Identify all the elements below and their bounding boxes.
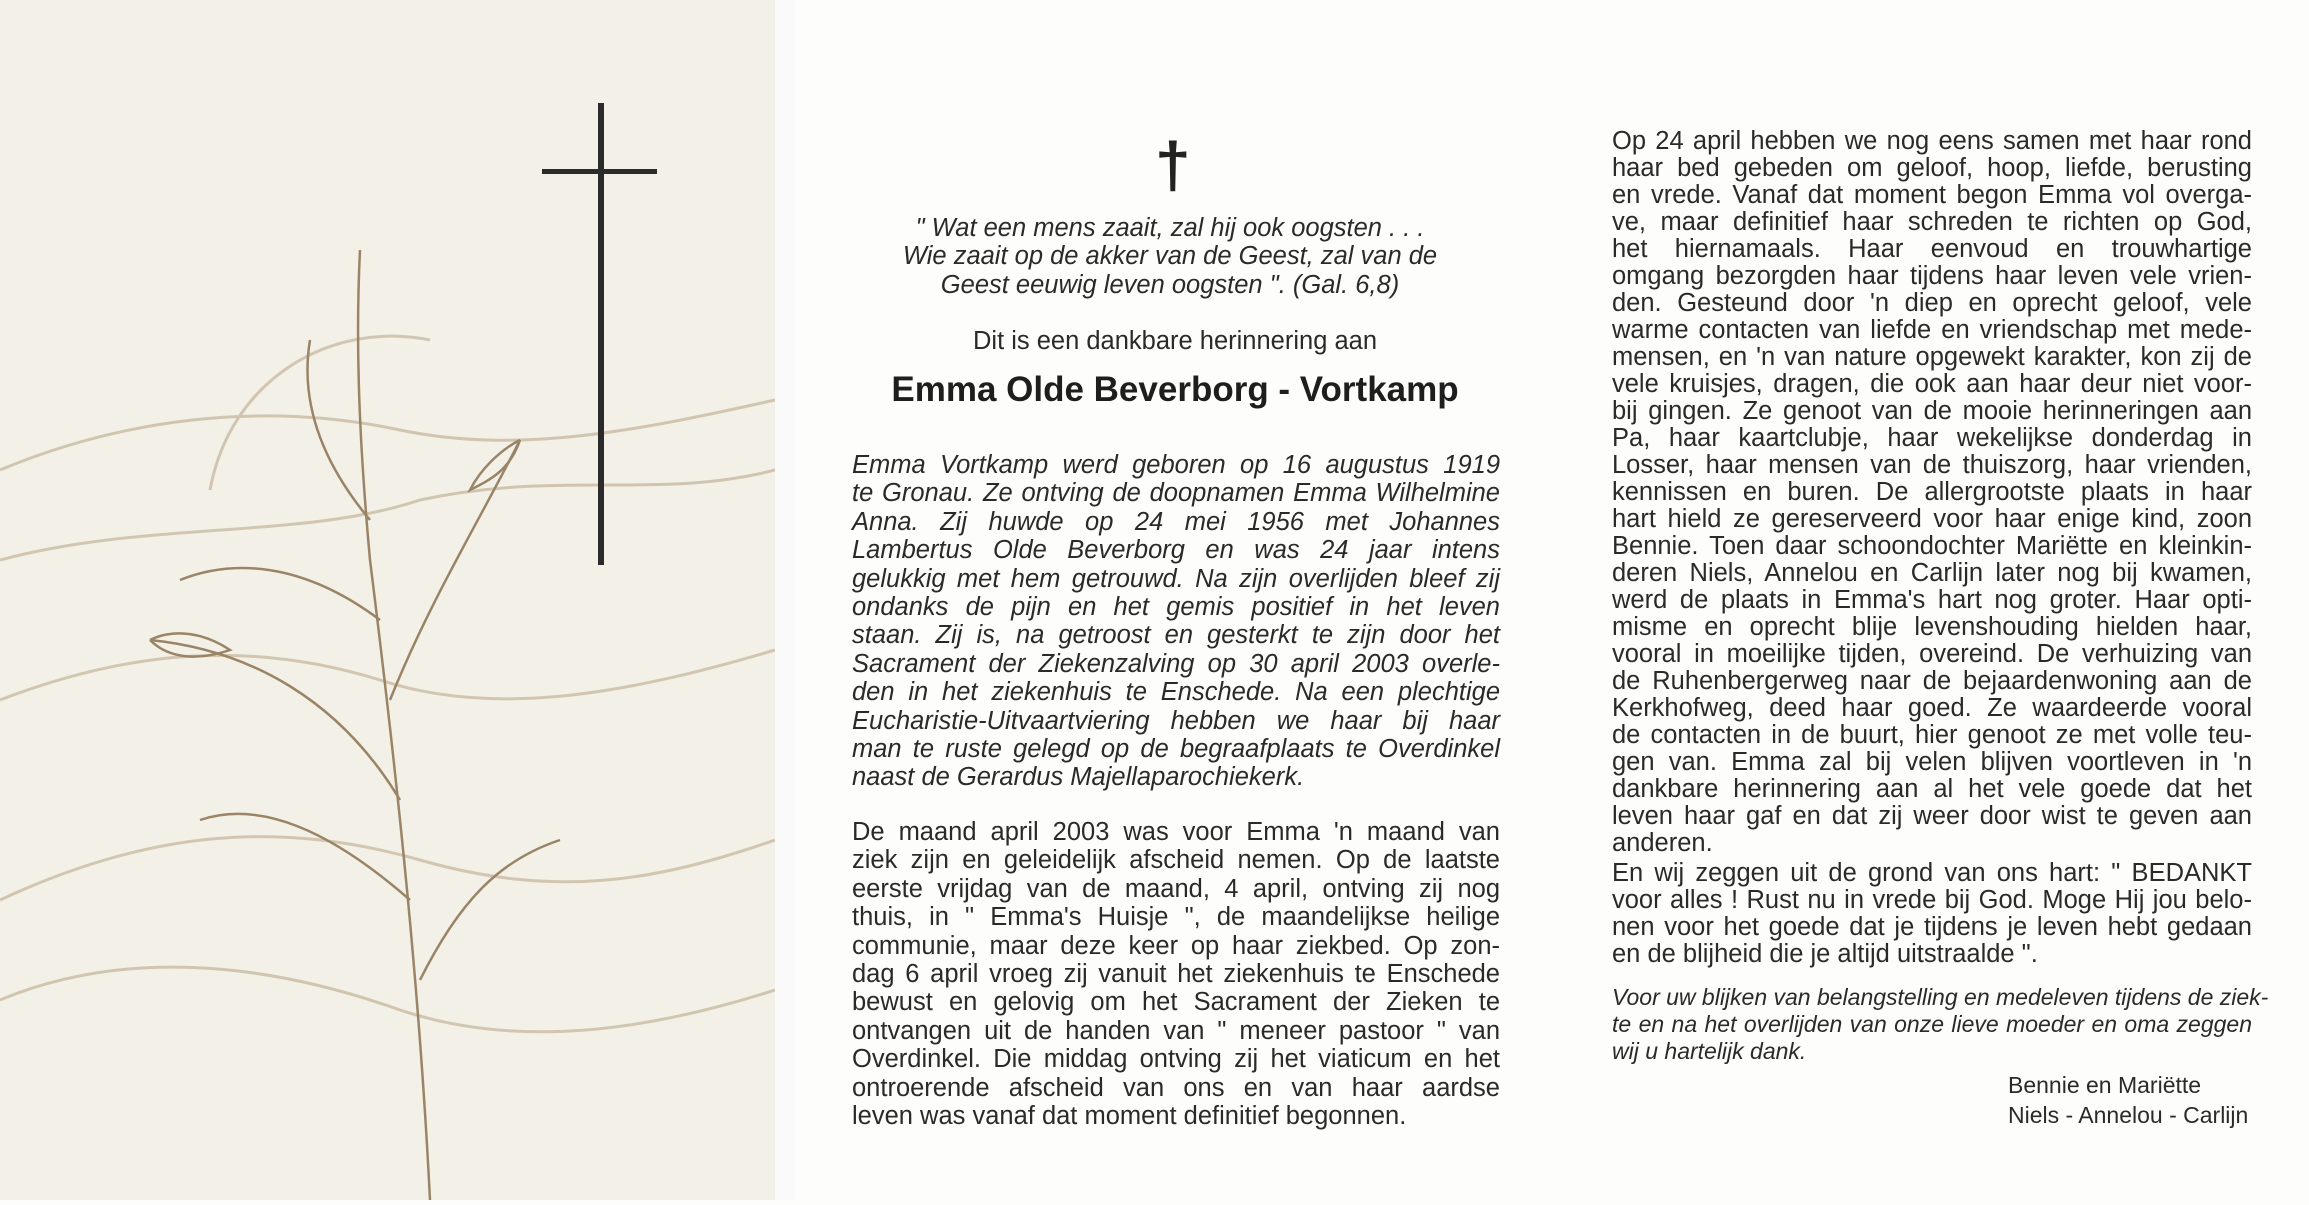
final-month-paragraph bbox=[852, 818, 1500, 1130]
text-line: ziek zijn en geleidelijk afscheid nemen. Op de laatste bbox=[852, 846, 1500, 875]
intro-text: Dit is een dankbare herinnering aan bbox=[972, 327, 1377, 355]
text-line: ontroerende afscheid van ons en van haar aardse bbox=[852, 1073, 1500, 1102]
text-line: Bennie. Toen daar schoondochter Mariëtte en kleinkin- bbox=[1612, 532, 2252, 560]
text-line: de Ruhenbergerweg naar de bejaardenwoning aan de bbox=[1612, 667, 2252, 695]
text-line: gen van. Emma zal bij velen blijven voortleven in 'n bbox=[1612, 748, 2252, 776]
biography-paragraph bbox=[852, 451, 1500, 792]
gratitude-paragraph bbox=[1612, 860, 2252, 968]
bible-quote bbox=[860, 214, 1480, 299]
remembrance-paragraph bbox=[1612, 128, 2252, 857]
text-line: Pa, haar kaartclubje, haar wekelijkse donderdag in bbox=[1612, 424, 2252, 452]
text-line: De maand april 2003 was voor Emma 'n maand van bbox=[852, 818, 1500, 846]
text-line: dag 6 april vroeg zij vanuit het ziekenhuis te Enschede bbox=[852, 960, 1500, 989]
text-line: eerste vrijdag van de maand, 4 april, ontving zij nog bbox=[852, 874, 1500, 903]
text-line: naast de Gerardus Majellaparochiekerk. bbox=[852, 763, 1305, 792]
signature bbox=[2008, 1070, 2268, 1130]
text-line: dankbare herinnering aan al het vele goede dat het bbox=[1612, 775, 2252, 803]
text-line: hart hield ze gereserveerd voor haar enige kind, zoon bbox=[1612, 505, 2252, 533]
text-line: misme en oprecht blije levenshouding hielden haar, bbox=[1612, 613, 2252, 641]
card-divider bbox=[775, 0, 795, 1200]
text-line: vele kruisjes, dragen, die ook aan haar deur niet voor- bbox=[1612, 370, 2252, 398]
text-line: en de blijheid die je altijd uitstraalde ". bbox=[1612, 940, 2038, 968]
landscape-hills bbox=[0, 336, 775, 1032]
quote-line: Geest eeuwig leven oogsten ". (Gal. 6,8) bbox=[940, 270, 1400, 299]
text-line: Losser, haar mensen van de thuiszorg, haar vrienden, bbox=[1612, 451, 2252, 479]
text-line: omgang bezorgden haar tijdens haar leven vele vrien- bbox=[1612, 262, 2252, 290]
text-line: haar bed gebeden om geloof, hoop, liefde, berusting bbox=[1612, 154, 2252, 182]
text-line: thuis, in " Emma's Huisje ", de maandelijkse heilige bbox=[852, 903, 1500, 932]
text-line: leven haar gaf en dat zij weer door wist te geven aan bbox=[1612, 802, 2252, 830]
text-line: Niels - Annelou - Carlijn bbox=[2008, 1102, 2249, 1128]
text-line: ve, maar definitief haar schreden te richten op God, bbox=[1612, 208, 2252, 236]
text-line: bij gingen. Ze genoot van de mooie herinneringen aan bbox=[1612, 397, 2252, 425]
text-line: bewust en gelovig om het Sacrament der Zieken te bbox=[852, 988, 1500, 1017]
cross-and-plant-illustration bbox=[0, 0, 775, 1200]
text-line: warme contacten van liefde en vriendschap met mede- bbox=[1612, 316, 2252, 344]
quote-line: Wie zaait op de akker van de Geest, zal van de bbox=[902, 242, 1438, 271]
quote-line: " Wat een mens zaait, zal hij ook oogsten . . . bbox=[915, 214, 1425, 242]
text-line: kennissen en buren. De allergrootste plaats in haar bbox=[1612, 478, 2252, 506]
cross-icon: † bbox=[1155, 129, 1191, 201]
text-line: Op 24 april hebben we nog eens samen met haar rond bbox=[1612, 127, 2252, 155]
text-line: den. Gesteund door 'n diep en oprecht geloof, vele bbox=[1612, 289, 2252, 317]
text-line: En wij zeggen uit de grond van ons hart: " BEDANKT bbox=[1612, 859, 2252, 887]
text-line: Eucharistie-Uitvaartviering hebben we haar bij haar bbox=[852, 706, 1500, 735]
text-line: Bennie en Mariëtte bbox=[2008, 1072, 2202, 1098]
text-line: den in het ziekenhuis te Enschede. Na een plechtige bbox=[852, 678, 1500, 707]
text-line: man te ruste gelegd op de begraafplaats te Overdinkel bbox=[852, 735, 1500, 764]
text-line: vooral in moeilijke tijden, overeind. De verhuizing van bbox=[1612, 640, 2252, 668]
text-line: werd de plaats in Emma's hart nog groter. Haar opti- bbox=[1612, 586, 2252, 614]
text-line: gelukkig met hem getrouwd. Na zijn overlijden bleef zij bbox=[852, 564, 1500, 593]
text-line: het hiernamaals. Haar eenvoud en trouwhartige bbox=[1612, 235, 2252, 263]
text-line: Overdinkel. Die middag ontving zij het viaticum en het bbox=[852, 1045, 1500, 1074]
text-line: Kerkhofweg, deed haar goed. Ze waardeerde vooral bbox=[1612, 694, 2252, 722]
deceased-name: Emma Olde Beverborg - Vortkamp bbox=[891, 370, 1459, 409]
text-line: mensen, en 'n van nature opgewekt karakter, kon zij de bbox=[1612, 343, 2252, 371]
text-line: Voor uw blijken van belangstelling en medeleven tijdens de ziek- bbox=[1612, 984, 2269, 1010]
text-line: Emma Vortkamp werd geboren op 16 augustus 1919 bbox=[852, 451, 1500, 479]
cross-icon bbox=[542, 103, 657, 565]
text-line: ontvangen uit de handen van " meneer pastoor " van bbox=[852, 1016, 1500, 1045]
text-line: Lambertus Olde Beverborg en was 24 jaar intens bbox=[852, 536, 1500, 565]
text-line: Anna. Zij huwde op 24 mei 1956 met Johannes bbox=[852, 507, 1500, 536]
thanks-paragraph bbox=[1612, 984, 2269, 1065]
text-line: en vrede. Vanaf dat moment begon Emma vol overga- bbox=[1612, 181, 2252, 209]
text-line: de contacten in de buurt, hier genoot ze met volle teu- bbox=[1612, 721, 2252, 749]
text-line: staan. Zij is, na getroost en gesterkt te zijn door het bbox=[852, 621, 1500, 650]
text-line: Sacrament der Ziekenzalving op 30 april 2003 overle- bbox=[852, 649, 1500, 678]
text-line: voor alles ! Rust nu in vrede bij God. Moge Hij jou belo- bbox=[1612, 886, 2252, 914]
text-line: nen voor het goede dat je tijdens je leven hebt gedaan bbox=[1612, 913, 2252, 941]
text-line: deren Niels, Annelou en Carlijn later nog bij kwamen, bbox=[1612, 559, 2252, 587]
text-line: anderen. bbox=[1612, 829, 1713, 857]
text-line: te Gronau. Ze ontving de doopnamen Emma Wilhelmine bbox=[852, 479, 1500, 508]
text-line: wij u hartelijk dank. bbox=[1612, 1038, 1807, 1064]
text-line: leven was vanaf dat moment definitief begonnen. bbox=[852, 1102, 1407, 1131]
illustrated-card-front bbox=[0, 0, 775, 1200]
plant-sketch-icon bbox=[150, 250, 560, 1200]
text-line: te en na het overlijden van onze lieve moeder en oma zeggen bbox=[1612, 1011, 2252, 1037]
text-line: ondanks de pijn en het gemis positief in het leven bbox=[852, 593, 1500, 622]
text-line: communie, maar deze keer op haar ziekbed. Op zon- bbox=[852, 931, 1500, 960]
